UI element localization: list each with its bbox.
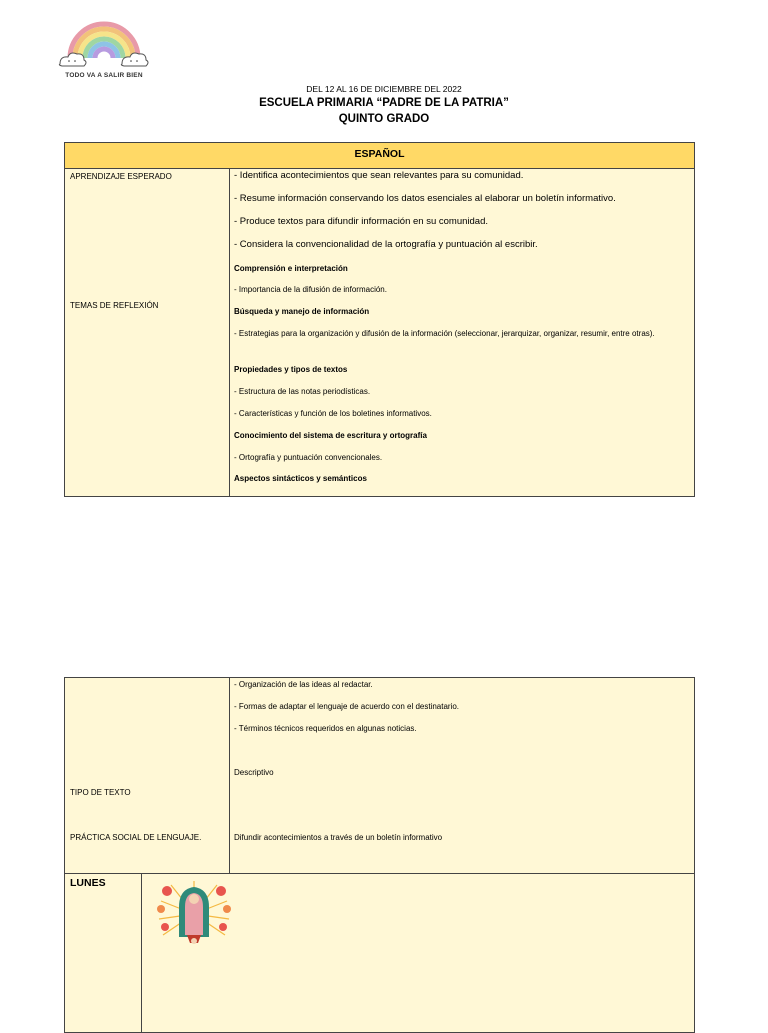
rainbow-icon [56,14,152,74]
column-divider [229,168,230,496]
tema-heading: Aspectos sintácticos y semánticos [234,474,367,483]
school-name: ESCUELA PRIMARIA “PADRE DE LA PATRIA” [259,97,509,109]
day-label: LUNES [70,877,106,889]
aprendizaje-item: - Identifica acontecimientos que sean relevantes para su comunidad. [234,170,524,181]
tipo-texto-value: Descriptivo [234,768,274,777]
practica-social-label: PRÁCTICA SOCIAL DE LENGUAJE. [70,833,202,842]
tema-item: - Importancia de la difusión de información. [234,285,387,294]
continuation-table [64,677,695,874]
tema-heading: Conocimiento del sistema de escritura y ortografía [234,431,427,440]
aprendizaje-item: - Produce textos para difundir información en su comunidad. [234,216,488,227]
virgin-guadalupe-icon [153,879,235,949]
table-title: ESPAÑOL [65,143,694,169]
grade-title: QUINTO GRADO [338,113,430,125]
aprendizaje-label: APRENDIZAJE ESPERADO [70,172,172,181]
tema-item: - Ortografía y puntuación convencionales. [234,453,383,462]
tema-item: - Estrategias para la organización y difusión de la información (seleccionar, jerarquizar, organizar, resumir, entre otras). [234,329,655,338]
espanol-table [64,142,695,497]
tema-item: - Estructura de las notas periodísticas. [234,387,371,396]
tema-item: - Características y función de los boletines informativos. [234,409,432,418]
aprendizaje-item: - Considera la convencionalidad de la ortografía y puntuación al escribir. [234,239,538,250]
rainbow-logo [56,14,152,84]
lunes-table [64,873,695,1033]
tema-item: - Formas de adaptar el lenguaje de acuerdo con el destinatario. [234,702,460,711]
date-range: DEL 12 AL 16 DE DICIEMBRE DEL 2022 [306,84,462,94]
tema-item: - Organización de las ideas al redactar. [234,680,373,689]
aprendizaje-item: - Resume información conservando los datos esenciales al elaborar un boletín informativo. [234,193,616,204]
virgin-guadalupe-illustration [153,879,235,949]
tema-item: - Términos técnicos requeridos en algunas noticias. [234,724,417,733]
practica-social-value: Difundir acontecimientos a través de un boletín informativo [234,833,443,842]
logo-caption: TODO VA A SALIR BIEN [65,72,143,79]
column-divider [229,678,230,873]
tema-heading: Comprensión e interpretación [234,264,348,273]
column-divider [141,874,142,1032]
tema-heading: Propiedades y tipos de textos [234,365,348,374]
tipo-texto-label: TIPO DE TEXTO [70,788,131,797]
tema-heading: Búsqueda y manejo de información [234,307,370,316]
temas-label: TEMAS DE REFLEXIÓN [70,301,159,310]
